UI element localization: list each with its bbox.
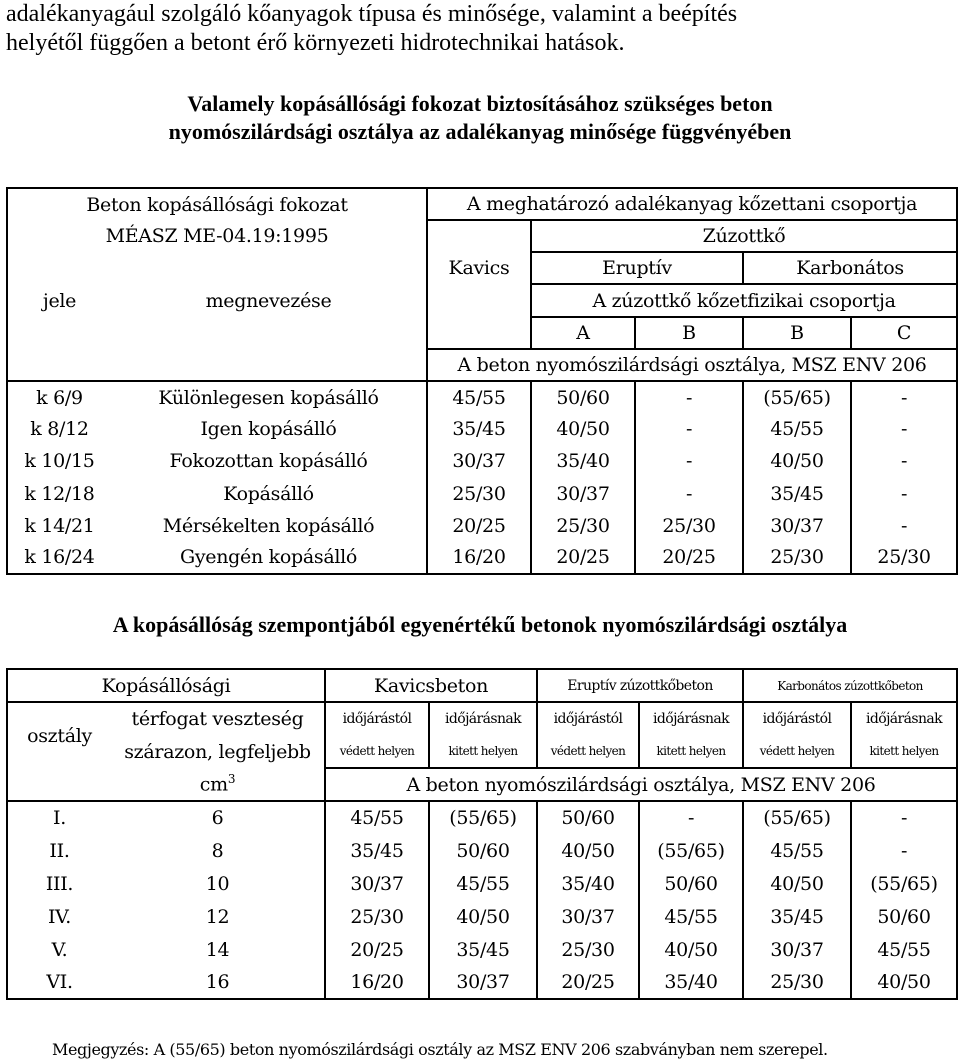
strength-value-cell: 45/55 [325, 801, 429, 834]
grade-symbol-cell: k 16/24 [7, 542, 111, 574]
strength-value-cell: 40/50 [531, 413, 635, 445]
crushed-cell: Zúzottkő [531, 220, 957, 252]
intro-line-1: adalékanyagául szolgáló kőanyagok típusa és minősége, valamint a beépítés [6, 1, 738, 27]
strength-value-cell: 45/55 [851, 933, 957, 966]
group-a-cell: A [531, 317, 635, 349]
group-b-cell: B [635, 317, 743, 349]
grade-title-cell: Beton kopásállósági fokozat [7, 188, 427, 220]
table2 [6, 668, 958, 1000]
spacer-cell [7, 768, 111, 801]
table2-row [7, 933, 957, 966]
strength-value-cell: 25/30 [851, 542, 957, 574]
strength-value-cell: - [635, 477, 743, 509]
standard-cell: MÉASZ ME-04.19:1995 [7, 220, 427, 252]
strength-value-cell: - [851, 445, 957, 477]
strength-value-cell: (55/65) [639, 834, 743, 867]
strength-value-cell: 20/25 [325, 933, 429, 966]
abrasion-class-cell: I. [7, 801, 111, 834]
grade-symbol-cell: k 8/12 [7, 413, 111, 445]
protected-place-cell-2: védett helyen [537, 735, 639, 768]
abrasion-class-cell: III. [7, 867, 111, 900]
weather-protected-cell: időjárástól [325, 702, 429, 735]
table1-row [7, 477, 957, 509]
table1 [6, 187, 958, 575]
table1-title-line-2: nyomószilárdsági osztálya az adalékanyag minősége függvényében [168, 119, 792, 144]
table1-row [7, 445, 957, 477]
strength-value-cell: 35/45 [743, 477, 851, 509]
grade-name-cell: Fokozottan kopásálló [111, 445, 427, 477]
exposed-place-cell-3: kitett helyen [851, 735, 957, 768]
strength-value-cell: - [635, 413, 743, 445]
exposed-place-cell: kitett helyen [429, 735, 537, 768]
unit-text: cm [199, 773, 228, 796]
protected-place-cell: védett helyen [325, 735, 429, 768]
volume-loss-value-cell: 6 [111, 801, 325, 834]
strength-value-cell: 40/50 [537, 834, 639, 867]
strength-value-cell: 45/55 [427, 381, 531, 413]
strength-value-cell: 45/55 [743, 834, 851, 867]
abrasion-header-cell: Kopásállósági [7, 669, 325, 702]
strength-value-cell: 50/60 [639, 867, 743, 900]
grade-name-cell: Mérsékelten kopásálló [111, 510, 427, 542]
table2-title: A kopásállóság szempontjából egyenértékű betonok nyomószilárdsági osztálya [112, 612, 848, 637]
grade-symbol-cell: k 6/9 [7, 381, 111, 413]
strength-value-cell: 25/30 [743, 966, 851, 999]
weather-exposed-cell-3: időjárásnak [851, 702, 957, 735]
eruptive-header-cell: Eruptív [531, 252, 743, 284]
carbonate-concrete-cell: Karbonátos zúzottkőbeton [743, 669, 957, 702]
class-header-cell: osztály [7, 702, 111, 768]
volume-loss-value-cell: 10 [111, 867, 325, 900]
protected-place-cell-3: védett helyen [743, 735, 851, 768]
table1-row [7, 542, 957, 574]
strength-value-cell: 30/37 [537, 900, 639, 933]
spacer-cell [111, 349, 427, 381]
strength-value-cell: (55/65) [743, 381, 851, 413]
strength-value-cell: 20/25 [635, 542, 743, 574]
strength-value-cell: 50/60 [851, 900, 957, 933]
strength-value-cell: 40/50 [743, 445, 851, 477]
group-b2-cell: B [743, 317, 851, 349]
strength-value-cell: 35/45 [325, 834, 429, 867]
name-header-cell: megnevezése [111, 252, 427, 348]
strength-value-cell: 25/30 [635, 510, 743, 542]
strength-value-cell: 45/55 [743, 413, 851, 445]
eruptive-concrete-cell: Eruptív zúzottkőbeton [537, 669, 743, 702]
strength-value-cell: 40/50 [639, 933, 743, 966]
unit-cell [111, 768, 325, 801]
volume-loss-cell: térfogat veszteség [111, 702, 325, 735]
volume-loss-value-cell: 14 [111, 933, 325, 966]
spacer-cell [7, 349, 111, 381]
intro-paragraph [6, 0, 956, 58]
strength-value-cell: 40/50 [743, 867, 851, 900]
strength-value-cell: 30/37 [743, 510, 851, 542]
volume-loss-value-cell: 8 [111, 834, 325, 867]
strength-value-cell: 25/30 [531, 510, 635, 542]
strength-value-cell: - [635, 381, 743, 413]
table1-title [0, 90, 960, 146]
gravel-spacer-cell-2 [427, 284, 531, 316]
volume-loss-value-cell: 12 [111, 900, 325, 933]
strength-value-cell: - [635, 445, 743, 477]
strength-value-cell: 45/55 [639, 900, 743, 933]
strength-value-cell: (55/65) [851, 867, 957, 900]
strength-value-cell: 40/50 [851, 966, 957, 999]
abrasion-class-cell: IV. [7, 900, 111, 933]
strength-value-cell: 25/30 [325, 900, 429, 933]
strength-value-cell: 35/40 [531, 445, 635, 477]
symbol-header-cell: jele [7, 252, 111, 348]
exposed-place-cell-2: kitett helyen [639, 735, 743, 768]
strength-value-cell: 20/25 [427, 510, 531, 542]
grade-symbol-cell: k 10/15 [7, 445, 111, 477]
strength-value-cell: 20/25 [531, 542, 635, 574]
grade-symbol-cell: k 12/18 [7, 477, 111, 509]
strength-value-cell: - [851, 510, 957, 542]
strength-value-cell: 20/25 [537, 966, 639, 999]
strength-value-cell: 25/30 [537, 933, 639, 966]
table1-title-line-1: Valamely kopásállósági fokozat biztosításához szükséges beton [187, 91, 773, 116]
grade-name-cell: Igen kopásálló [111, 413, 427, 445]
grade-name-cell: Gyengén kopásálló [111, 542, 427, 574]
weather-exposed-cell-2: időjárásnak [639, 702, 743, 735]
strength-value-cell: - [851, 801, 957, 834]
table2-row [7, 834, 957, 867]
abrasion-class-cell: II. [7, 834, 111, 867]
strength-value-cell: 30/37 [427, 445, 531, 477]
carbonate-header-cell: Karbonátos [743, 252, 957, 284]
weather-exposed-cell: időjárásnak [429, 702, 537, 735]
strength-class-cell: A beton nyomószilárdsági osztálya, MSZ ENV 206 [427, 349, 957, 381]
strength-value-cell: (55/65) [429, 801, 537, 834]
gravel-spacer-cell-3 [427, 317, 531, 349]
strength-value-cell: 50/60 [537, 801, 639, 834]
strength-value-cell: 40/50 [429, 900, 537, 933]
strength-value-cell: - [639, 801, 743, 834]
gravel-concrete-cell: Kavicsbeton [325, 669, 537, 702]
volume-loss-value-cell: 16 [111, 966, 325, 999]
weather-protected-cell-2: időjárástól [537, 702, 639, 735]
strength-value-cell: 30/37 [429, 966, 537, 999]
gravel-spacer-cell [427, 220, 531, 252]
strength-value-cell: - [851, 413, 957, 445]
strength-value-cell: 50/60 [429, 834, 537, 867]
weather-protected-cell-3: időjárástól [743, 702, 851, 735]
strength-value-cell: 25/30 [427, 477, 531, 509]
strength-value-cell: 30/37 [743, 933, 851, 966]
table2-row [7, 900, 957, 933]
table1-row [7, 381, 957, 413]
dry-max-cell: szárazon, legfeljebb [111, 735, 325, 768]
table2-row [7, 867, 957, 900]
strength-value-cell: 35/40 [639, 966, 743, 999]
strength-value-cell: - [851, 381, 957, 413]
strength-value-cell: - [851, 477, 957, 509]
grade-name-cell: Kopásálló [111, 477, 427, 509]
strength-value-cell: 30/37 [325, 867, 429, 900]
strength-value-cell: 50/60 [531, 381, 635, 413]
aggregate-group-cell: A meghatározó adalékanyag kőzettani csoportja [427, 188, 957, 220]
strength-value-cell: 35/45 [429, 933, 537, 966]
intro-line-2: helyétől függően a betont érő környezeti hidrotechnikai hatások. [6, 30, 625, 56]
table1-row [7, 510, 957, 542]
unit-sup: 3 [227, 772, 236, 787]
table2-row [7, 801, 957, 834]
strength-value-cell: 35/45 [743, 900, 851, 933]
abrasion-class-cell: V. [7, 933, 111, 966]
grade-name-cell: Különlegesen kopásálló [111, 381, 427, 413]
strength-value-cell: 25/30 [743, 542, 851, 574]
grade-symbol-cell: k 14/21 [7, 510, 111, 542]
strength-value-cell: 45/55 [429, 867, 537, 900]
table2-row [7, 966, 957, 999]
strength-value-cell: 35/40 [537, 867, 639, 900]
strength-value-cell: 35/45 [427, 413, 531, 445]
table1-row [7, 413, 957, 445]
group-c-cell: C [851, 317, 957, 349]
strength-value-cell: 16/20 [325, 966, 429, 999]
footnote: Megjegyzés: A (55/65) beton nyomószilárdsági osztály az MSZ ENV 206 szabványban nem szerepel. [52, 1040, 828, 1059]
phys-group-cell: A zúzottkő kőzetfizikai csoportja [531, 284, 957, 316]
strength-value-cell: 16/20 [427, 542, 531, 574]
gravel-header-cell: Kavics [427, 252, 531, 284]
strength-class-cell-2: A beton nyomószilárdsági osztálya, MSZ ENV 206 [325, 768, 957, 801]
abrasion-class-cell: VI. [7, 966, 111, 999]
strength-value-cell: 30/37 [531, 477, 635, 509]
strength-value-cell: - [851, 834, 957, 867]
strength-value-cell: (55/65) [743, 801, 851, 834]
